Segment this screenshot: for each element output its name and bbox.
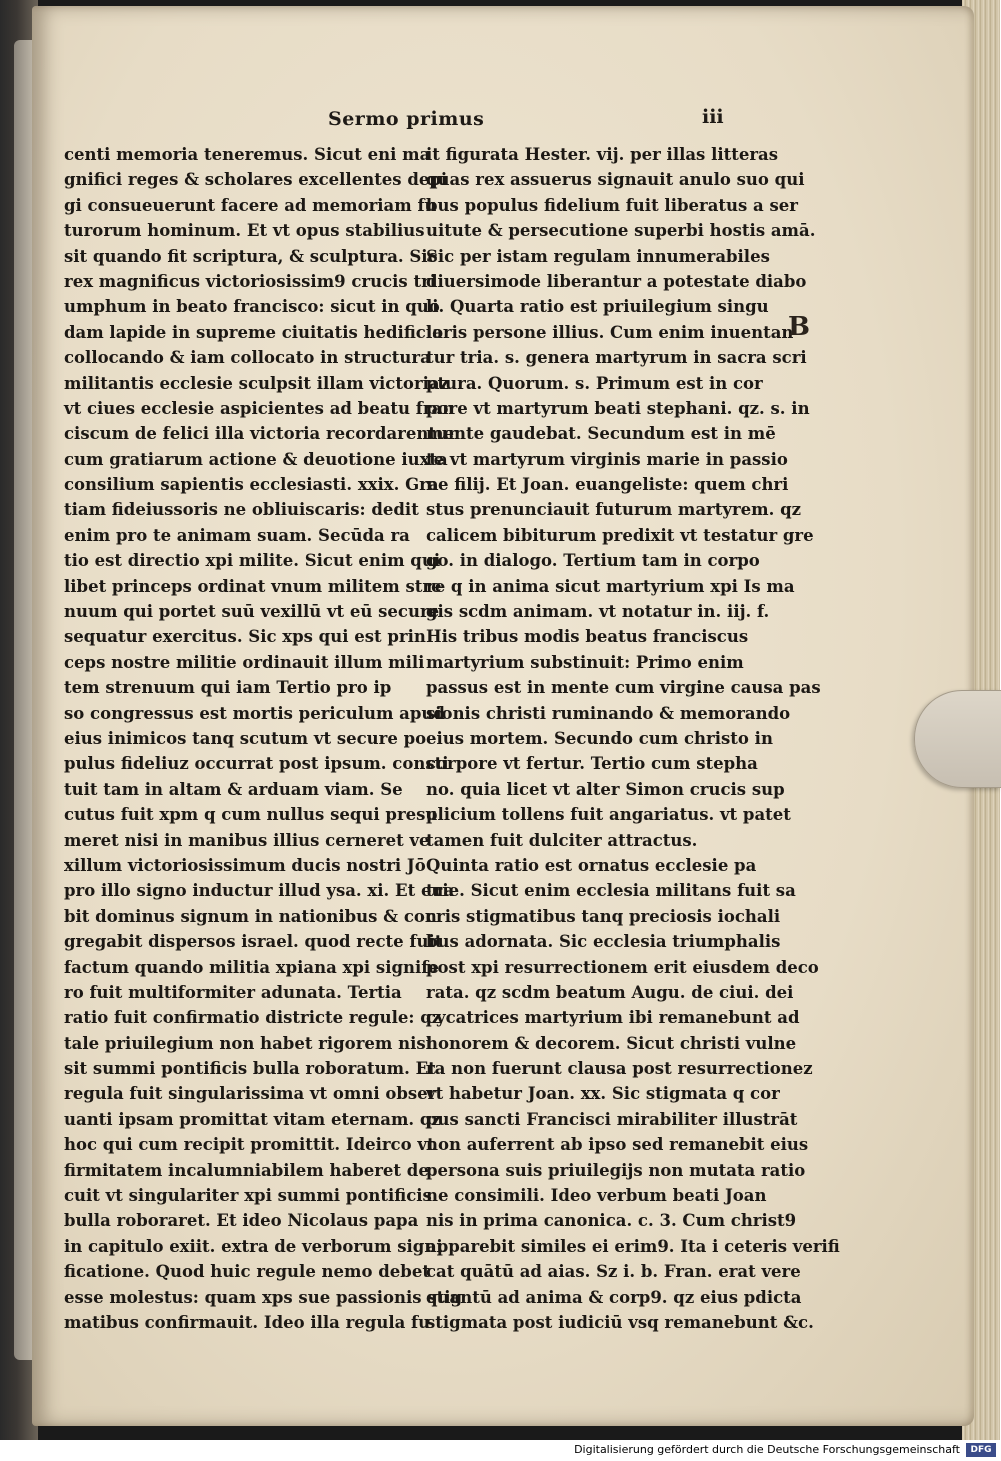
- text-line: it figurata Hester. vij. per illas litteras: [426, 145, 779, 164]
- text-line: eius mortem. Secundo cum christo in: [426, 728, 773, 748]
- text-line: hoc qui cum recipit promittit. Ideirco vt: [64, 1135, 435, 1155]
- text-line: ciscum de felici illa victoria recordarentur: [64, 424, 457, 444]
- text-line: ne consimili. Ideo verbum beati Joan: [426, 1186, 767, 1206]
- text-line: cycatrices martyrium ibi remanebunt ad: [426, 1008, 800, 1028]
- folio-number: iii: [702, 106, 724, 128]
- text-line: plicium tollens fuit angariatus. vt patet: [426, 805, 791, 825]
- text-line: non auferrent ab ipso sed remanebit eius: [426, 1135, 809, 1155]
- page-clip: [914, 690, 1001, 788]
- text-line: tur tria. s. genera martyrum in sacra scri: [426, 348, 807, 368]
- text-line: honorem & decorem. Sicut christi vulne: [426, 1033, 797, 1053]
- text-line: esse molestus: quam xps sue passionis stig: [64, 1287, 463, 1307]
- text-line: pulus fideliuz occurrat post ipsum. consti: [64, 754, 449, 774]
- footer-bar: [0, 1440, 1000, 1461]
- text-line: tamen fuit dulciter attractus.: [426, 830, 698, 850]
- text-column-left: [64, 142, 463, 1335]
- text-line: passus est in mente cum virgine causa pas: [426, 678, 821, 698]
- text-line: bulla roboraret. Et ideo Nicolaus papa: [64, 1211, 419, 1231]
- text-line: ceps nostre militie ordinauit illum mili: [64, 652, 425, 672]
- dfg-logo: DFG: [966, 1443, 996, 1457]
- text-line: gregabit dispersos israel. quod recte fuit: [64, 932, 443, 952]
- text-line: pus sancti Francisci mirabiliter illustrāt: [426, 1109, 798, 1129]
- text-line: tio est directio xpi milite. Sicut enim qui: [64, 551, 441, 571]
- text-line: firmitatem incalumniabilem haberet de: [64, 1160, 429, 1180]
- text-line: militantis ecclesie sculpsit illam victoriaz: [64, 373, 449, 393]
- running-header: Sermo primus: [328, 108, 485, 130]
- text-line: mente gaudebat. Secundum est in mē: [426, 424, 776, 444]
- text-line: turorum hominum. Et vt opus stabilius: [64, 221, 425, 241]
- text-line: bus adornata. Sic ecclesia triumphalis: [426, 932, 781, 952]
- text-line: ne filij. Et Joan. euangeliste: quem chri: [426, 475, 789, 495]
- text-line: rex magnificus victoriosissim9 crucis tri: [64, 271, 437, 291]
- text-line: collocando & iam collocato in structura: [64, 348, 431, 368]
- text-line: meret nisi in manibus illius cerneret ve: [64, 830, 430, 850]
- text-line: pro illo signo inductur illud ysa. xi. Et eua: [64, 881, 455, 901]
- text-line: tiam fideiussoris ne obliuiscaris: dedit: [64, 500, 419, 520]
- text-line: matibus confirmauit. Ideo illa regula fu: [64, 1312, 431, 1332]
- text-line: go. in dialogo. Tertium tam in corpo: [426, 551, 760, 571]
- text-line: post xpi resurrectionem erit eiusdem deco: [426, 957, 819, 977]
- text-line: diuersimode liberantur a potestate diabo: [426, 271, 807, 291]
- text-line: trie. Sicut enim ecclesia militans fuit sa: [426, 881, 796, 901]
- text-line: so congressus est mortis periculum apud: [64, 703, 445, 723]
- text-line: uitute & persecutione superbi hostis amā.: [426, 221, 816, 241]
- text-line: cris stigmatibus tanq preciosis iochali: [426, 906, 781, 926]
- text-line: corpore vt fertur. Tertio cum stepha: [426, 754, 758, 774]
- text-line: dam lapide in supreme ciuitatis hedificio: [64, 322, 444, 342]
- funding-credit: Digitalisierung gefördert durch die Deutsche Forschungsgemeinschaft: [574, 1443, 960, 1456]
- text-column-right: [426, 142, 840, 1335]
- text-line: gis scdm animam. vt notatur in. iij. f.: [426, 602, 770, 622]
- text-line: in capitulo exiit. extra de verborum signi: [64, 1236, 443, 1256]
- text-line: centi memoria teneremus. Sicut eni ma: [64, 145, 431, 164]
- text-line: stigmata post iudiciū vsq remanebunt &c.: [426, 1312, 814, 1332]
- text-line: vt ciues ecclesie aspicientes ad beatu fran: [64, 398, 455, 418]
- signature-mark: B: [788, 312, 810, 342]
- text-line: bus populus fidelium fuit liberatus a ser: [426, 195, 798, 215]
- text-line: Quinta ratio est ornatus ecclesie pa: [426, 855, 757, 875]
- text-line: ra non fuerunt clausa post resurrectionez: [426, 1059, 813, 1079]
- text-line: sit summi pontificis bulla roboratum. Et: [64, 1059, 436, 1079]
- text-line: Sic per istam regulam innumerabiles: [426, 246, 770, 266]
- text-line: laris persone illius. Cum enim inuentan: [426, 322, 794, 342]
- text-line: sit quando fit scriptura, & sculptura. Sic: [64, 246, 438, 266]
- text-line: xillum victoriosissimum ducis nostri Jō: [64, 855, 426, 875]
- text-line: eius inimicos tanq scutum vt secure po: [64, 728, 427, 748]
- text-line: tem strenuum qui iam Tertio pro ip: [64, 678, 392, 698]
- text-line: enim pro te animam suam. Secūda ra: [64, 525, 410, 545]
- text-line: cutus fuit xpm q cum nullus sequi presu: [64, 805, 438, 825]
- text-line: te vt martyrum virginis marie in passio: [426, 449, 788, 469]
- text-line: nuum qui portet suū vexillū vt eū secure: [64, 602, 440, 622]
- text-line: persona suis priuilegijs non mutata ratio: [426, 1160, 806, 1180]
- text-line: tale priuilegium non habet rigorem nisi: [64, 1033, 432, 1053]
- text-line: sequatur exercitus. Sic xps qui est prin: [64, 627, 426, 647]
- text-line: rata. qz scdm beatum Augu. de ciui. dei: [426, 982, 794, 1002]
- text-line: nis in prima canonica. c. 3. Cum christ9: [426, 1211, 797, 1231]
- text-line: martyrium substinuit: Primo enim: [426, 652, 744, 672]
- text-line: His tribus modis beatus franciscus: [426, 627, 749, 647]
- text-line: ratio fuit confirmatio districte regule: qz: [64, 1008, 442, 1028]
- text-line: quantū ad anima & corp9. qz eius pdicta: [426, 1287, 802, 1307]
- text-line: quas rex assuerus signauit anulo suo qui: [426, 170, 805, 190]
- text-line: uanti ipsam promittat vitam eternam. qz: [64, 1109, 441, 1129]
- text-line: apparebit similes ei erim9. Ita i ceteris verifi: [426, 1236, 840, 1256]
- text-line: cuit vt singulariter xpi summi pontificis: [64, 1186, 432, 1206]
- text-line: ptura. Quorum. s. Primum est in cor: [426, 373, 763, 393]
- text-line: li. Quarta ratio est priuilegium singu: [426, 297, 769, 317]
- text-line: gnifici reges & scholares excellentes depi: [64, 170, 448, 190]
- text-line: consilium sapientis ecclesiasti. xxix. Gra: [64, 475, 439, 495]
- text-line: umphum in beato francisco: sicut in quo: [64, 297, 440, 317]
- text-line: sionis christi ruminando & memorando: [426, 703, 791, 723]
- text-line: ro fuit multiformiter adunata. Tertia: [64, 982, 402, 1002]
- text-line: regula fuit singularissima vt omni obser: [64, 1084, 437, 1104]
- text-line: calicem bibiturum predixit vt testatur gre: [426, 525, 814, 545]
- text-line: tuit tam in altam & arduam viam. Se: [64, 779, 403, 799]
- text-line: cat quātū ad aias. Sz i. b. Fran. erat vere: [426, 1262, 801, 1282]
- text-line: vt habetur Joan. xx. Sic stigmata q cor: [426, 1084, 780, 1104]
- text-line: ficatione. Quod huic regule nemo debet: [64, 1262, 430, 1282]
- text-line: no. quia licet vt alter Simon crucis sup: [426, 779, 785, 799]
- text-line: stus prenunciauit futurum martyrem. qz: [426, 500, 801, 520]
- text-line: pore vt martyrum beati stephani. qz. s. in: [426, 398, 810, 418]
- text-line: cum gratiarum actione & deuotione iuxta: [64, 449, 448, 469]
- text-line: bit dominus signum in nationibus & con: [64, 906, 437, 926]
- text-line: factum quando militia xpiana xpi signife: [64, 957, 439, 977]
- text-line: gi consueuerunt facere ad memoriam fu: [64, 195, 437, 215]
- text-line: libet princeps ordinat vnum militem stre: [64, 576, 442, 596]
- text-line: re q in anima sicut martyrium xpi Is ma: [426, 576, 795, 596]
